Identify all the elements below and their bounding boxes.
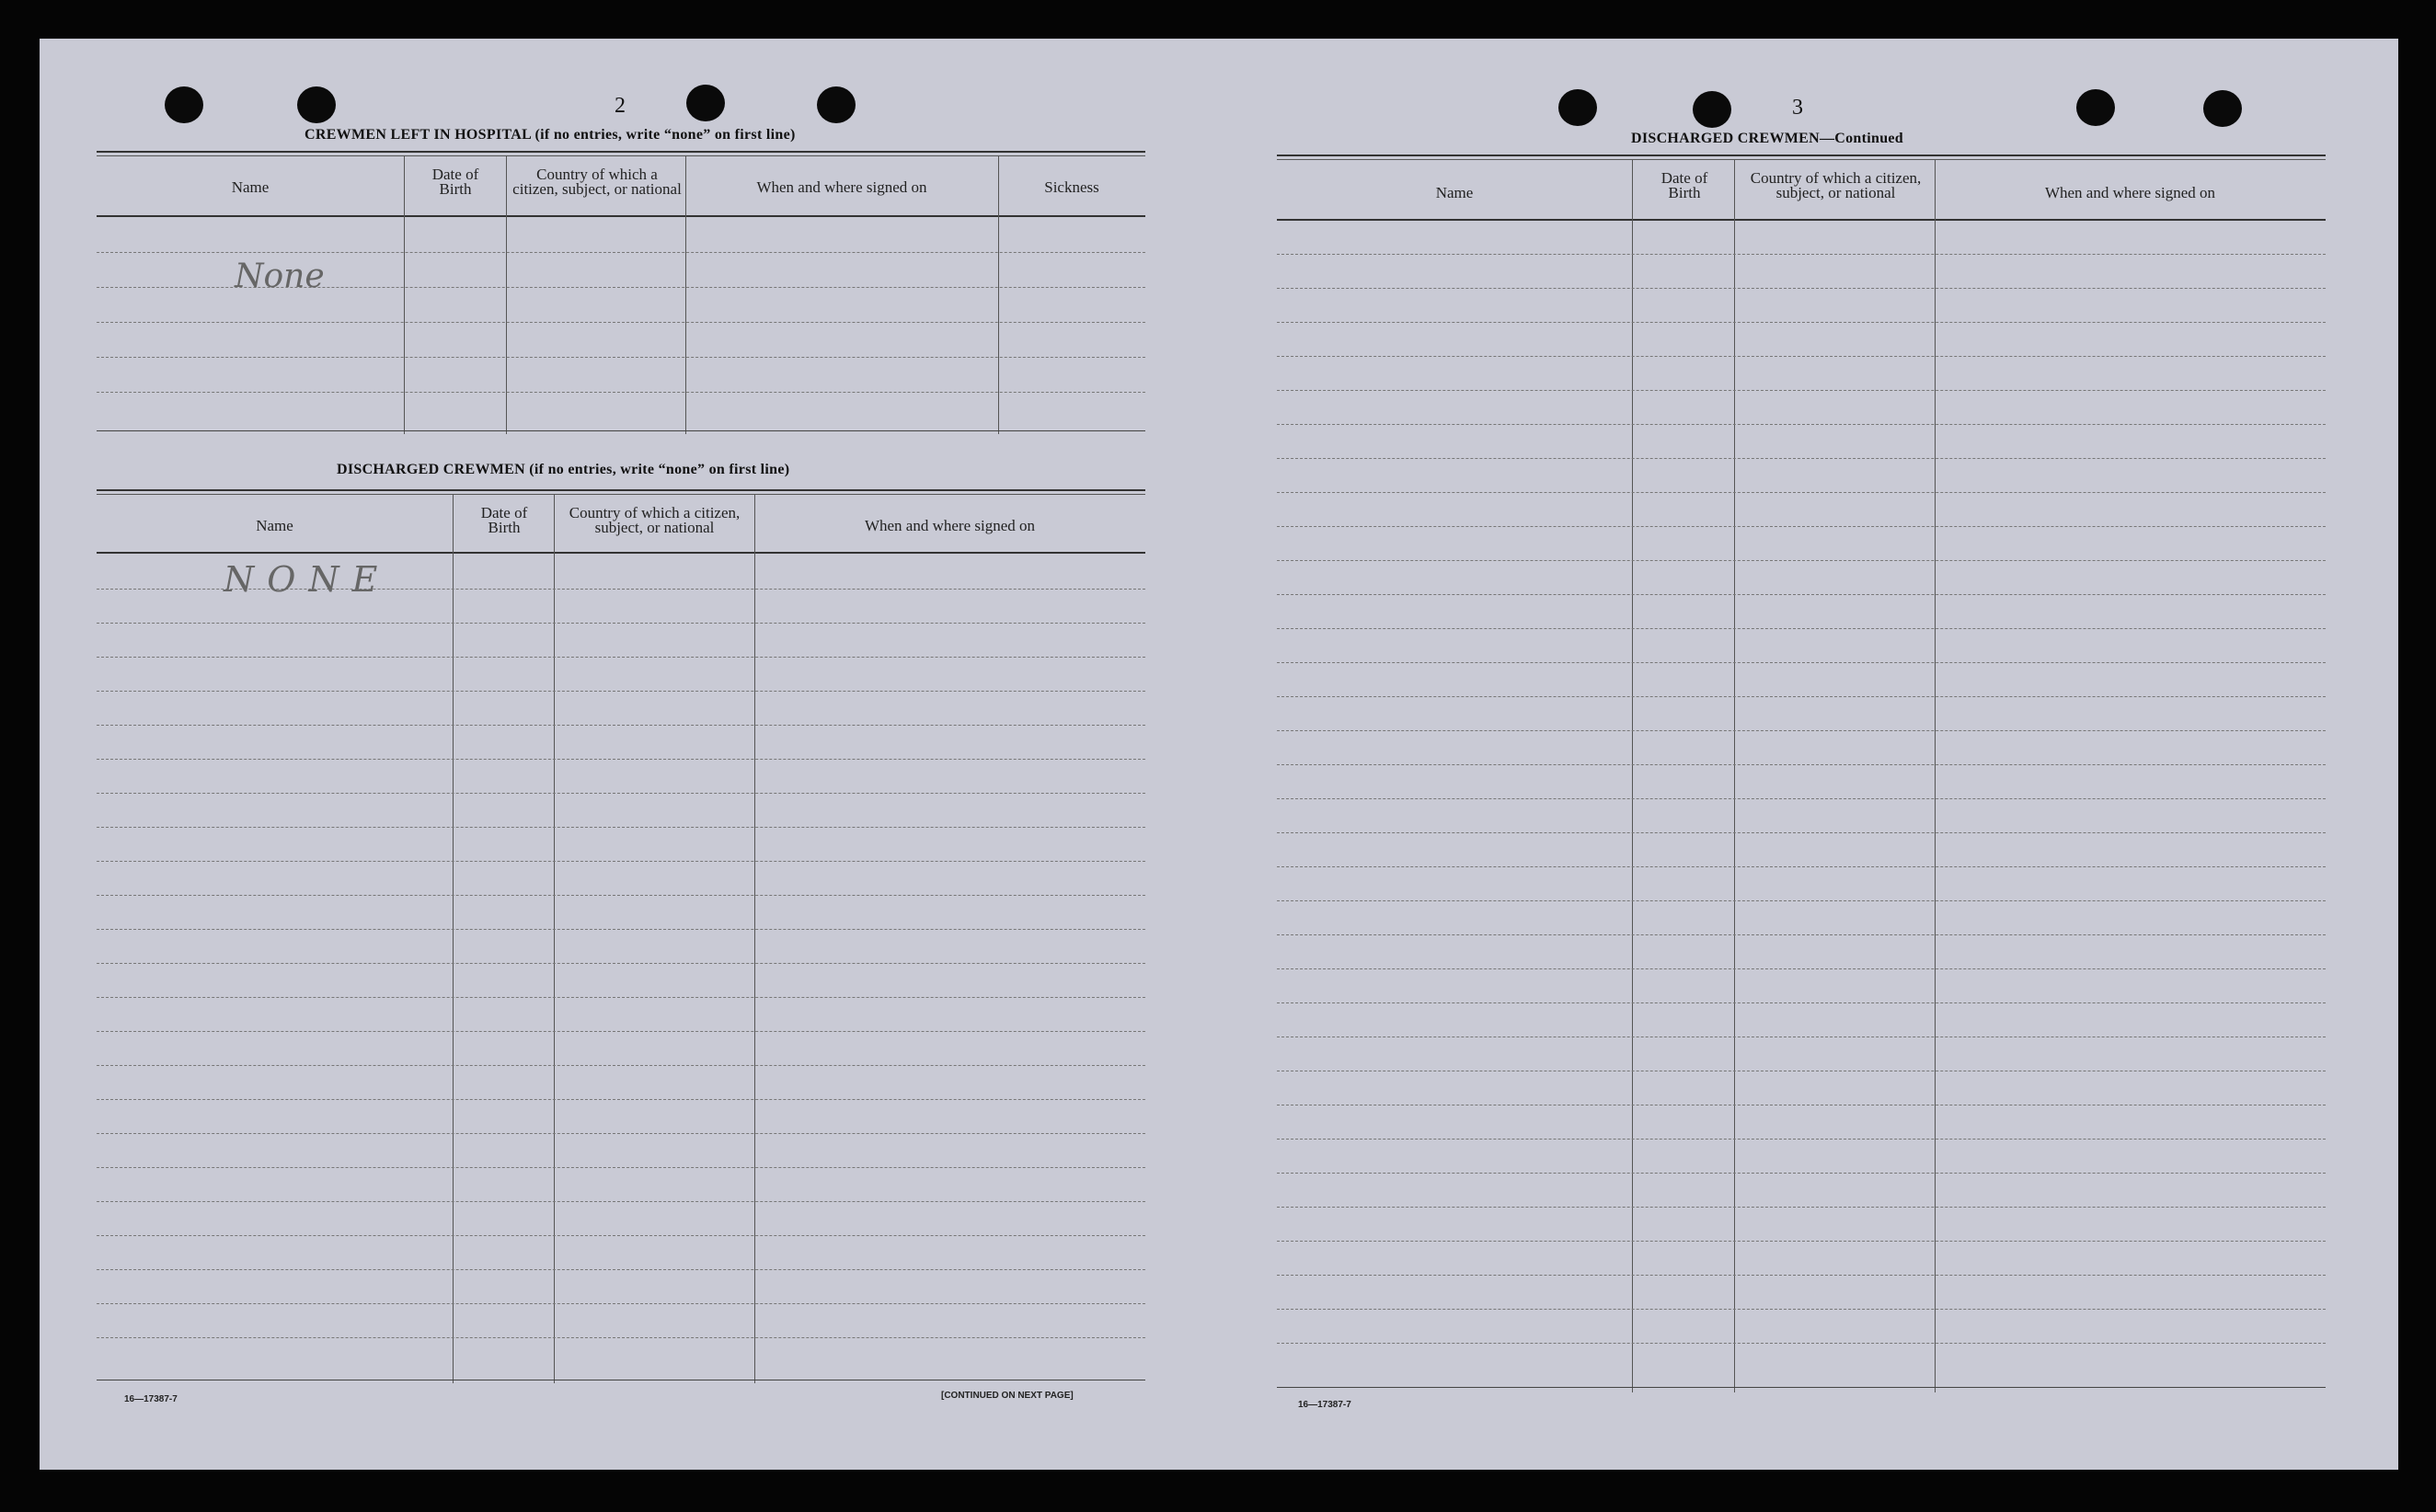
punch-hole xyxy=(817,86,856,123)
col-country: Country of which a citizen, subject, or national xyxy=(1750,169,1922,201)
punch-hole xyxy=(165,86,203,123)
punch-hole xyxy=(686,85,725,121)
hospital-instruction: (if no entries, write “none” on first line) xyxy=(534,127,796,143)
col-signed-on: When and where signed on xyxy=(2044,184,2216,201)
punch-hole xyxy=(2203,90,2242,127)
document-page xyxy=(40,39,2398,1470)
discharged-section-title xyxy=(337,462,789,478)
handwritten-none-hospital: None xyxy=(235,258,325,295)
col-date-of-birth: Date of Birth xyxy=(431,166,479,198)
punch-hole xyxy=(1558,89,1597,126)
discharged-title-text: DISCHARGED CREWMEN xyxy=(337,462,525,477)
hospital-title-text: CREWMEN LEFT IN HOSPITAL xyxy=(304,127,532,143)
page-number-right: 3 xyxy=(1792,96,1803,120)
col-signed-on: When and where signed on xyxy=(756,178,927,196)
col-date-of-birth: Date of Birth xyxy=(1660,169,1708,201)
col-country: Country of which a citizen, subject, or national xyxy=(569,504,741,536)
handwritten-none-discharged: NONE xyxy=(224,559,391,600)
punch-hole xyxy=(1693,91,1731,128)
col-country: Country of which a citizen, subject, or national xyxy=(512,166,682,198)
discharged-continued-title: DISCHARGED CREWMEN—Continued xyxy=(1631,131,1903,146)
col-name: Name xyxy=(1435,184,1474,201)
col-sickness: Sickness xyxy=(1044,178,1099,196)
punch-hole xyxy=(2076,89,2115,126)
discharged-table-left xyxy=(97,489,1145,1427)
hospital-table xyxy=(97,151,1145,473)
discharged-table-right xyxy=(1277,155,2326,1433)
form-number-left: 16—17387-7 xyxy=(124,1394,178,1404)
col-date-of-birth: Date of Birth xyxy=(480,504,528,536)
continued-note: [CONTINUED ON NEXT PAGE] xyxy=(941,1391,1074,1401)
col-name: Name xyxy=(256,517,293,534)
col-name: Name xyxy=(231,178,270,196)
punch-hole xyxy=(297,86,336,123)
hospital-section-title xyxy=(304,127,796,143)
col-signed-on: When and where signed on xyxy=(864,517,1036,534)
form-number-right: 16—17387-7 xyxy=(1298,1400,1351,1410)
page-number-left: 2 xyxy=(615,94,626,118)
discharged-instruction: (if no entries, write “none” on first line) xyxy=(529,462,790,477)
